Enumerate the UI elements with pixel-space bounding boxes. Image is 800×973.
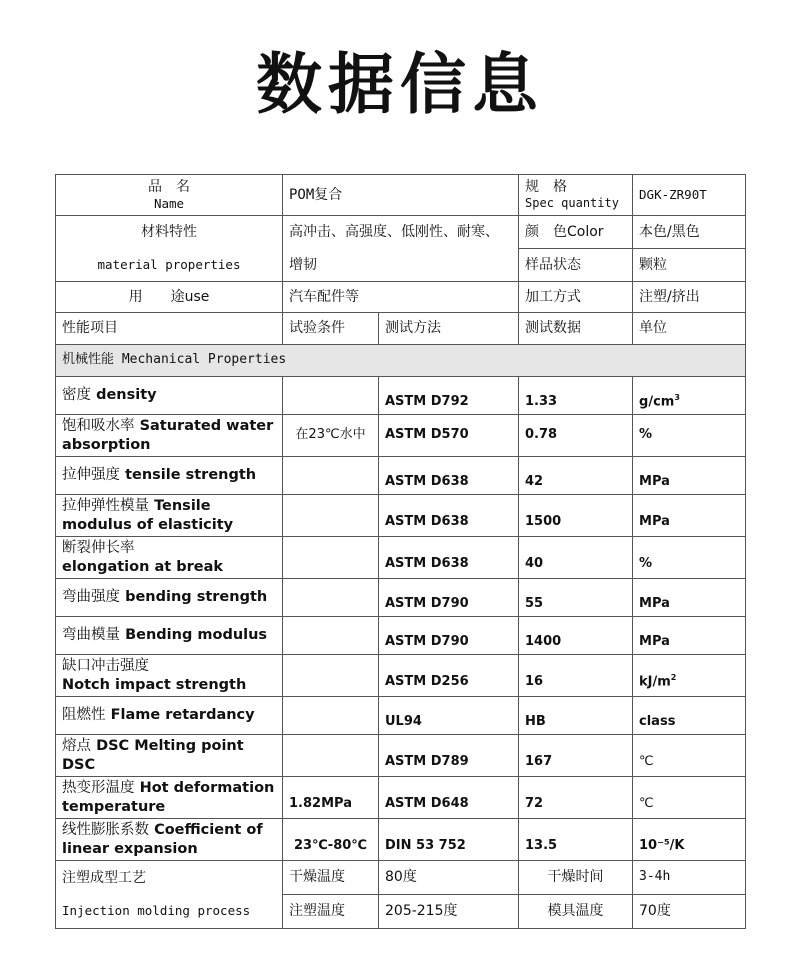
color-value: 本色/黑色: [633, 216, 746, 249]
property-row: [56, 377, 746, 415]
property-name: [56, 537, 283, 579]
inject-temp-label: 注塑温度: [283, 895, 379, 929]
property-value: HB: [519, 697, 633, 735]
property-cn: 弯曲模量: [62, 627, 120, 644]
name-label-cn: 品 名: [148, 178, 190, 195]
property-condition: 1.82MPa: [283, 777, 379, 819]
property-row: [56, 495, 746, 537]
molding-label-en: Injection molding process: [56, 895, 283, 929]
property-en: Tensile modulus of elasticity: [62, 497, 234, 533]
property-condition: [283, 457, 379, 495]
property-value: 55: [519, 579, 633, 617]
property-condition: [283, 617, 379, 655]
name-value: [283, 175, 519, 216]
header-property: 性能项目: [56, 313, 283, 345]
property-method: UL94: [379, 697, 519, 735]
property-cn: 弯曲强度: [62, 589, 120, 606]
property-method: DIN 53 752: [379, 819, 519, 861]
property-name: [56, 495, 283, 537]
property-cn: 线性膨胀系数: [62, 821, 149, 838]
header-row: [56, 313, 746, 345]
property-method: ASTM D790: [379, 617, 519, 655]
spec-label-cn: 规 格: [525, 179, 568, 196]
property-condition: [283, 537, 379, 579]
color-label: 颜 色Color: [519, 216, 633, 249]
property-condition: [283, 495, 379, 537]
property-cn: 热变形温度: [62, 779, 135, 796]
property-name: [56, 735, 283, 777]
mold-temp-label: 模具温度: [519, 895, 633, 929]
property-row: [56, 655, 746, 697]
property-condition: [283, 735, 379, 777]
property-unit: ℃: [633, 777, 746, 819]
property-name: [56, 617, 283, 655]
property-unit: %: [633, 415, 746, 457]
property-value: 72: [519, 777, 633, 819]
property-value: 1400: [519, 617, 633, 655]
property-en: Hot deformation temperature: [62, 779, 275, 815]
property-method: ASTM D790: [379, 579, 519, 617]
property-cn: 缺口冲击强度: [62, 657, 149, 674]
material-row-2: [56, 249, 746, 282]
property-cn: 密度: [62, 387, 91, 404]
name-label-en: Name: [153, 195, 185, 211]
property-value: 1500: [519, 495, 633, 537]
property-unit: MPa: [633, 495, 746, 537]
property-value: 16: [519, 655, 633, 697]
property-row: [56, 579, 746, 617]
property-unit: $g/cm^3$: [633, 377, 746, 415]
molding-row-2: [56, 895, 746, 929]
molding-row-1: [56, 861, 746, 895]
property-method: ASTM D638: [379, 495, 519, 537]
property-unit: MPa: [633, 579, 746, 617]
mold-temp-value: 70度: [633, 895, 746, 929]
property-en: Bending modulus: [125, 627, 268, 644]
spec-value: DGK-ZR90T: [633, 175, 746, 216]
property-method: ASTM D638: [379, 537, 519, 579]
dry-temp-value: 80度: [379, 861, 519, 895]
header-unit: 单位: [633, 313, 746, 345]
property-condition: 23℃-80℃: [283, 819, 379, 861]
property-en: Coefficient of linear expansion: [62, 821, 263, 857]
spec-label-en: Spec quantity: [525, 196, 619, 211]
property-en: Flame retardancy: [110, 707, 255, 724]
dry-time-value: 3-4h: [633, 861, 746, 895]
property-en: Saturated water absorption: [62, 417, 274, 453]
property-condition: [283, 377, 379, 415]
property-cn: 拉伸弹性模量: [62, 497, 149, 514]
material-row-1: [56, 216, 746, 249]
property-cn: 熔点: [62, 737, 91, 754]
molding-label-cn: 注塑成型工艺: [56, 861, 283, 895]
material-label-en: material properties: [56, 249, 283, 282]
property-value: 0.78: [519, 415, 633, 457]
data-sheet-table: [55, 174, 746, 929]
name-value-text: POM复合: [289, 186, 343, 203]
property-en: density: [96, 387, 157, 404]
property-value: 13.5: [519, 819, 633, 861]
section-mechanical-row: [56, 345, 746, 377]
property-name: [56, 655, 283, 697]
property-method: ASTM D648: [379, 777, 519, 819]
property-value: 42: [519, 457, 633, 495]
property-condition: 在23℃水中: [283, 415, 379, 457]
inject-temp-value: 205-215度: [379, 895, 519, 929]
property-name: [56, 579, 283, 617]
process-label: 加工方式: [519, 282, 633, 313]
use-row: [56, 282, 746, 313]
property-method: ASTM D792: [379, 377, 519, 415]
property-unit: MPa: [633, 457, 746, 495]
material-value-2: 增韧: [283, 249, 519, 282]
property-row: [56, 735, 746, 777]
material-label-cn: 材料特性: [56, 216, 283, 249]
property-name: [56, 377, 283, 415]
dry-temp-label: 干燥温度: [283, 861, 379, 895]
page-title: 数据信息: [256, 46, 544, 123]
property-value: 1.33: [519, 377, 633, 415]
property-name: [56, 777, 283, 819]
property-row: [56, 697, 746, 735]
property-unit: $kJ/m^2$: [633, 655, 746, 697]
property-row: [56, 457, 746, 495]
property-name: [56, 415, 283, 457]
property-en: Notch impact strength: [62, 676, 247, 693]
property-name: [56, 697, 283, 735]
property-unit: %: [633, 537, 746, 579]
property-method: ASTM D638: [379, 457, 519, 495]
property-row: [56, 777, 746, 819]
property-cn: 阻燃性: [62, 707, 106, 724]
name-label-cell: [56, 175, 283, 216]
property-en: tensile strength: [125, 467, 257, 484]
property-name: [56, 819, 283, 861]
header-data: 测试数据: [519, 313, 633, 345]
property-condition: [283, 579, 379, 617]
property-unit: class: [633, 697, 746, 735]
property-unit: MPa: [633, 617, 746, 655]
property-value: 40: [519, 537, 633, 579]
property-method: ASTM D789: [379, 735, 519, 777]
property-cn: 饱和吸水率: [62, 417, 135, 434]
property-unit: 10⁻⁵/K: [633, 819, 746, 861]
property-condition: [283, 655, 379, 697]
process-value: 注塑/挤出: [633, 282, 746, 313]
property-condition: [283, 697, 379, 735]
header-condition: 试验条件: [283, 313, 379, 345]
material-value-1: 高冲击、高强度、低刚性、耐寒、: [283, 216, 519, 249]
name-row: [56, 175, 746, 216]
spec-label-cell: [519, 175, 633, 216]
property-en: elongation at break: [62, 558, 224, 575]
sample-label: 样品状态: [519, 249, 633, 282]
property-en: bending strength: [125, 589, 268, 606]
property-method: ASTM D570: [379, 415, 519, 457]
use-value: 汽车配件等: [283, 282, 519, 313]
sample-value: 颗粒: [633, 249, 746, 282]
property-cn: 断裂伸长率: [62, 539, 135, 556]
property-row: [56, 537, 746, 579]
property-row: [56, 415, 746, 457]
use-label: 用 途use: [56, 282, 283, 313]
property-row: [56, 617, 746, 655]
property-en: DSC Melting point DSC: [62, 737, 244, 773]
property-row: [56, 819, 746, 861]
property-method: ASTM D256: [379, 655, 519, 697]
property-name: [56, 457, 283, 495]
section-mechanical: 机械性能 Mechanical Properties: [56, 345, 746, 377]
dry-time-label: 干燥时间: [519, 861, 633, 895]
header-method: 测试方法: [379, 313, 519, 345]
property-unit: ℃: [633, 735, 746, 777]
property-cn: 拉伸强度: [62, 467, 120, 484]
property-value: 167: [519, 735, 633, 777]
